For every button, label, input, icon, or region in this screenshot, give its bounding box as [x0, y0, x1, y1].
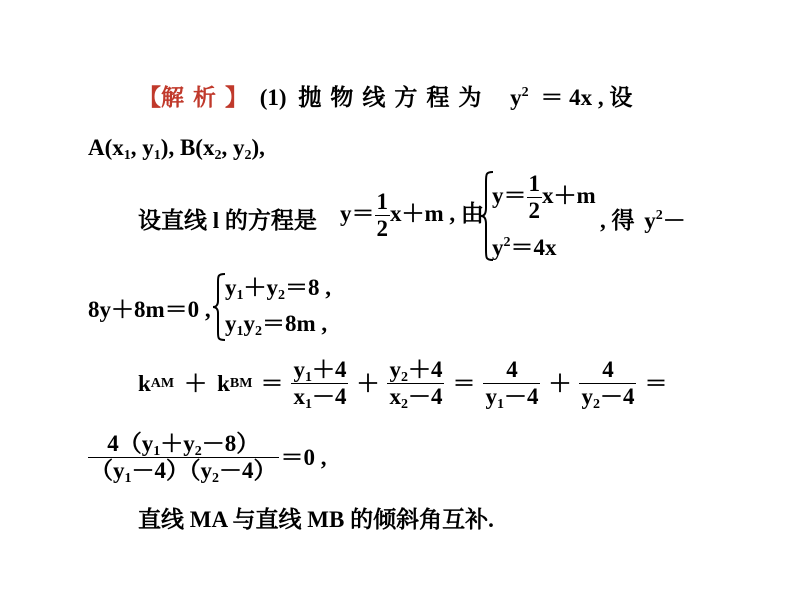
system-brace-2 [212, 272, 226, 342]
part-number: (1) [259, 85, 287, 110]
conclusion: 直线 MA 与直线 MB 的倾斜角互补. [138, 507, 494, 532]
fraction-3: $\frac{4}{y_1-4}$ [485, 357, 539, 413]
fraction-4: $\frac{4}{y_2-4}$ [581, 357, 635, 413]
combined-fraction: $\frac{4(y_1+y_2-8)}{(y_1-4)(y_2-4)}$ [90, 431, 277, 487]
bracket-open: 【 [138, 85, 161, 110]
line3-prefix: 设直线 l 的方程是 [138, 208, 317, 233]
parabola-equation: $y^2 = 4x$ [510, 85, 593, 110]
point-a: $A(x_1$, $y_1$), [88, 135, 175, 163]
fraction-2: $\frac{y_2+4}{x_2-4}$ [389, 357, 443, 413]
fraction-1: $\frac{y_1+4}{x_1-4}$ [293, 357, 347, 413]
line1-tail: , 设 [597, 85, 633, 110]
system2-bottom: $y_1y_2=8m$ , [225, 311, 328, 339]
system2-top: $y_1+y_2=8$ , [225, 275, 331, 303]
point-b: $B(x_2$, $y_2$), [179, 135, 265, 163]
line1-text: 抛物线方程为 [298, 85, 491, 110]
system1-bottom: $y^2=4x$ [492, 235, 557, 260]
line-2 [88, 135, 265, 163]
line-1 [138, 86, 632, 109]
half-fraction: $\frac{1}{2}$ [376, 189, 388, 242]
combined-fraction-equation: $\frac{4(y_1+y_2-8)}{(y_1-4)(y_2-4)}$ ＝0 , [90, 431, 327, 487]
bracket-close: 】 [225, 85, 248, 110]
slope-sum-equation: k AM ＋ k BM ＝ $\frac{y_1+4}{x_1-4}$ ＋ $\frac{y_2+4}{x_2-4}$ ＝ $\frac{4}{y_1-4}$ ＋ $\frac{4}{y_2-4}$ ＝ [138, 357, 668, 413]
line4-prefix: 8y＋8m＝0 , [88, 297, 211, 322]
analysis-tag: 解析 [161, 85, 225, 110]
line3-after: , 得 $y^2-$ [600, 208, 686, 233]
system1-top: y＝ $\frac{1}{2}$ x＋m [492, 171, 596, 224]
line3-equation: y＝ $\frac{1}{2}$ x＋m , 由 [340, 189, 484, 242]
